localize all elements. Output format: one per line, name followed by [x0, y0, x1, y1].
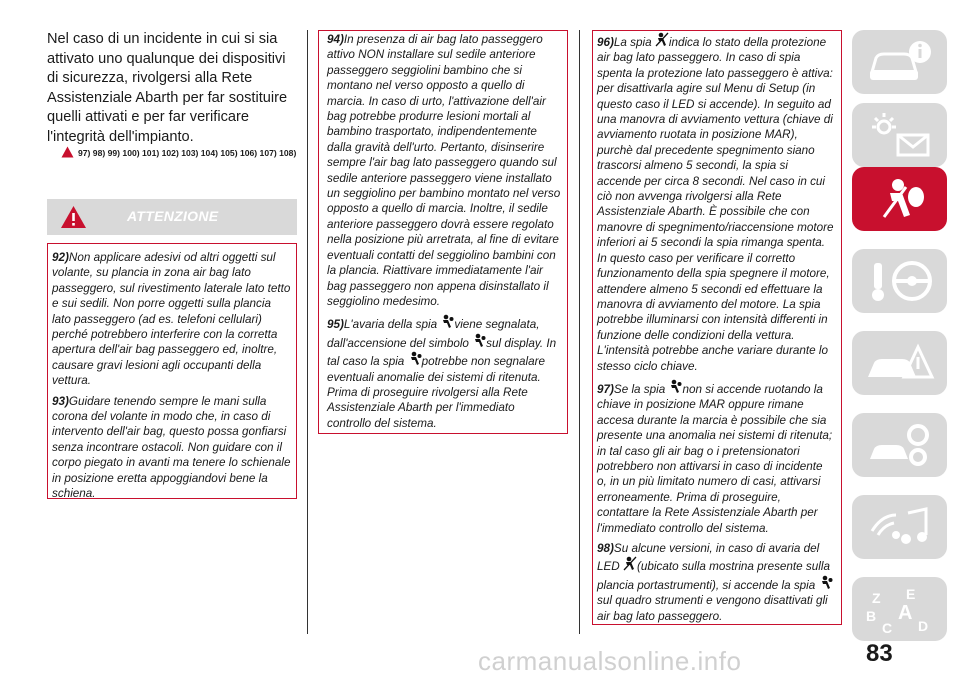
warning-triangle-icon: [61, 146, 74, 158]
warning-references: [47, 144, 302, 163]
tab-warning-lights[interactable]: [852, 103, 947, 167]
note-98: 98)Su alcune versioni, in caso di avaria del LED (ubicato sulla mostrina presente sulla plancia portastrumenti), si accende la spia sul quadro strumenti e vengono disattivati gli air bag lato passeggero.: [597, 541, 835, 624]
tab-index[interactable]: [852, 577, 947, 641]
svg-text:A: A: [898, 602, 913, 624]
note-96: 96)La spia indica lo stato della protezione air bag lato passeggero. In caso di spia spenta la protezione lato passeggero è attiva: per disattivarla agire sul Menu di Setup (in questo caso il LED si accende). In seguito ad una manovra di avviamento vettura (chiave di avviamento ruotata in posizione MAR), purchè dal precedente spegnimento siano trascorsi almeno 5 secondi, la spia si accende per circa 8 secondi. Nel caso in cui ciò non avvenga rivolgersi alla Rete Assistenziale Abarth. È possibile che con manovre di spegnimento/riaccensione motore inferiori ai 5 secondi la spia rimanga spenta. In questo caso per verificare il corretto funzionamento della spia spegnere il motore, attendere almeno 5 secondi ed effettuare la manovra di avviamento del motore. La spia potrebbe illuminarsi con intensità differenti in funzione delle condizioni della vettura. L'intensità potrebbe anche variare durante lo stesso ciclo chiave.: [597, 32, 835, 374]
svg-text:B: B: [866, 608, 877, 624]
airbag-seat-icon: [862, 173, 937, 225]
svg-text:Z: Z: [872, 590, 881, 606]
warning-box-right: [592, 30, 842, 625]
page-number: 83: [866, 640, 893, 667]
note-97: 97)Se la spia non si accende ruotando la chiave in posizione MAR oppure rimane accesa durante la marcia è possibile che sia presente una anomalia nei sistemi di ritenuta; in tal caso gli air bag o i pretensionatori potrebbero non attivarsi in caso di incidente o, in un più limitato numero di casi, attivarsi erroneamente. Prima di proseguire, contattare la Rete Assistenziale Abarth per l'immediato controllo del sistema.: [597, 379, 835, 536]
airbag-warning-icon: [408, 351, 422, 366]
airbag-symbol-icon: [472, 333, 486, 348]
column-divider: [579, 30, 580, 634]
note-92: 92)Non applicare adesivi od altri oggetti sul volante, su plancia in zona air bag lato passeggero, sul rivestimento laterale lato tetto e sui sedili. Non porre oggetti sulla plancia lato passeggero (ad es. telefoni cellulari) perché potrebbero interferire con la corretta apertura dell'air bag passeggero ed, inoltre, causare gravi lesioni agli occupanti della vettura.: [52, 251, 291, 388]
tab-multimedia[interactable]: [852, 495, 947, 559]
tab-safety[interactable]: [852, 167, 947, 231]
attention-header: [47, 199, 297, 235]
index-letters-icon: [862, 583, 937, 635]
airbag-warning-icon: [819, 575, 833, 590]
warning-box-middle: [318, 30, 568, 434]
passenger-airbag-off-icon: [623, 556, 637, 571]
multimedia-icon: [862, 501, 937, 553]
maintenance-icon: [862, 419, 937, 471]
warning-box-left: [47, 243, 297, 499]
airbag-warning-icon: [668, 379, 682, 394]
key-steering-icon: [862, 255, 937, 307]
svg-text:C: C: [882, 620, 893, 635]
warning-lights-icon: [862, 109, 937, 161]
tab-starting-driving[interactable]: [852, 249, 947, 313]
intro-paragraph: Nel caso di un incidente in cui si sia attivato uno qualunque dei dispositivi di sicurezza, rivolgersi alla Rete Assistenziale Abarth per far sostituire quelli attivati e per far verificare l'integrità dell'impianto.: [47, 31, 288, 145]
note-94: 94)In presenza di air bag lato passeggero attivo NON installare sul sedile anteriore passeggero seggiolini bambino che si montano nel verso opposto a quello di marcia. In caso di urto, l'attivazione dell'air bag potrebbe produrre lesioni mortali al bambino trasportato, indipendentemente dalla gravità dell'urto. Pertanto, disinserire sempre l'air bag lato passeggero quando sul sedile anteriore passeggero viene installato un seggiolino per bambino montato nel verso opposto a quello di marcia. Inoltre, il sedile anteriore passeggero dovrà essere regolato nella posizione più arretrata, al fine di evitare eventuali contatti del seggiolino bambini con la plancia. Riattivare immediatamente l'air bag passeggero non appena disinstallato il seggiolino medesimo.: [327, 33, 561, 308]
passenger-airbag-off-icon: [655, 32, 669, 47]
svg-text:E: E: [906, 586, 916, 602]
attention-title: ATTENZIONE: [127, 208, 219, 224]
column-divider: [307, 30, 308, 634]
breakdown-icon: [862, 337, 937, 389]
tab-maintenance[interactable]: [852, 413, 947, 477]
svg-text:D: D: [918, 618, 929, 634]
note-95: 95)L'avaria della spia viene segnalata, dall'accensione del simbolo sul display. In tal caso la spia potrebbe non segnalare eventuali anomalie dei sistemi di ritenuta. Prima di proseguire rivolgersi alla Rete Assistenziale Abarth per l'immediato controllo del sistema.: [327, 314, 561, 431]
warning-triangle-icon: [60, 205, 87, 229]
watermark: carmanualsonline.info: [478, 646, 742, 676]
tab-emergency[interactable]: [852, 331, 947, 395]
refs-text: 97) 98) 99) 100) 101) 102) 103) 104) 105) 106) 107) 108): [78, 148, 297, 158]
note-93: 93)Guidare tenendo sempre le mani sulla corona del volante in modo che, in caso di intervento dell'air bag, questo possa gonfiarsi senza incontrare ostacoli. Non guidare con il corpo piegato in avanti ma tenere lo schienale in posizione eretta appoggiandovi bene la schiena.: [52, 394, 291, 501]
tab-car-info[interactable]: [852, 30, 947, 94]
car-info-icon: [862, 36, 937, 88]
airbag-warning-icon: [440, 314, 454, 329]
